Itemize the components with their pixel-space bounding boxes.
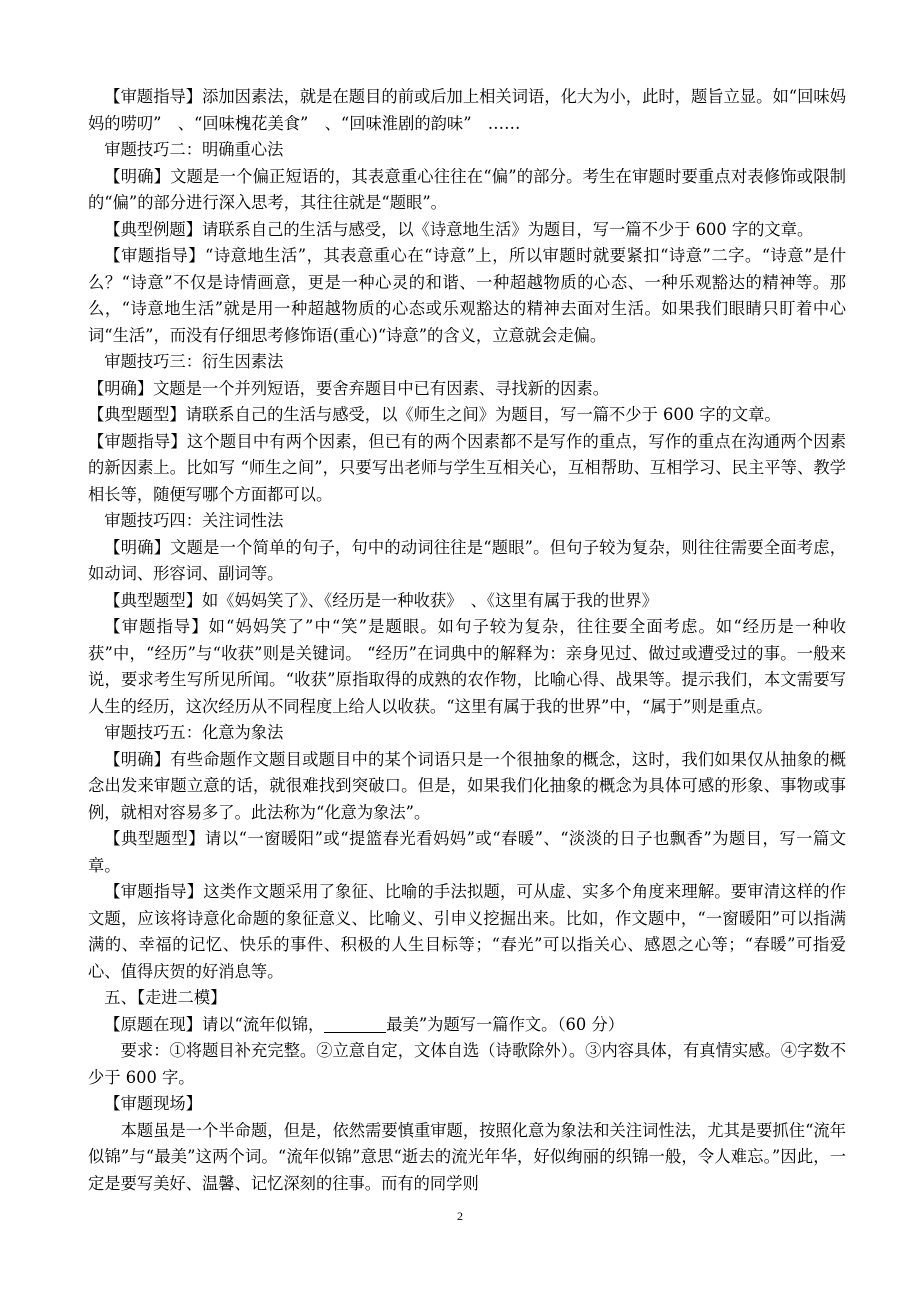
question-prefix: 【原题在现】请以“流年似锦， [104,1014,325,1034]
paragraph: 【审题指导】如“妈妈笑了”中“笑”是题眼。如句子较为复杂，往往要全面考虑。如“经历是一种收获”中，“经历”与“收获”则是关键词。 “经历”在词典中的解释为：亲身见过、做过或遭受过的事。一般来说，要求考生写所见所闻。“收获”原指取得的成熟的农作物，比喻心得、战果等。提示我们，本文需要写人生的经历，这次经历从不同程度上给人以收获。“这里有属于我的世界”中，“属于”则是重点。 [88,617,846,716]
paragraph: 【典型例题】请联系自己的生活与感受，以《诗意地生活》为题目，写一篇不少于 600 字的文章。 [104,219,814,239]
paragraph: 【明确】文题是一个简单的句子，句中的动词往往是“题眼”。但句子较为复杂，则往往需要全面考虑，如动词、形容词、副词等。 [88,537,846,583]
section-heading: 审题技巧三：衍生因素法 [104,352,284,371]
paragraph: 【典型题型】请以“一窗暖阳”或“提篮春光看妈妈”或“春暖”、“淡淡的日子也飘香”为题目，写一篇文章。 [88,829,846,875]
paragraph: 本题虽是一个半命题，但是，依然需要慎重审题，按照化意为象法和关注词性法，尤其是要抓住“流年似锦”与“最美”这两个词。“流年似锦”意思“逝去的流光年华，好似绚丽的织锦一般，令人难忘。”因此，一定是要写美好、温馨、记忆深刻的往事。而有的同学则 [88,1120,846,1193]
paragraph: 【审题指导】这类作文题采用了象征、比喻的手法拟题，可从虚、实多个角度来理解。要审清这样的作文题，应该将诗意化命题的象征意义、比喻义、引申义挖掘出来。比如，作文题中，“一窗暖阳”可以指满满的、幸福的记忆、快乐的事件、积极的人生目标等；“春光”可以指关心、感恩之心等；“春暖”可指爱心、值得庆贺的好消息等。 [88,882,846,981]
section-heading: 审题技巧二：明确重心法 [104,140,284,159]
paragraph: 【明确】有些命题作文题目或题目中的某个词语只是一个很抽象的概念，这时，我们如果仅从抽象的概念出发来审题立意的话，就很难找到突破口。但是，如果我们化抽象的概念为具体可感的形象、事物或事例，就相对容易多了。此法称为“化意为象法”。 [88,749,846,822]
paragraph: 【审题指导】“诗意地生活”，其表意重心在“诗意”上，所以审题时就要紧扣“诗意”二字。“诗意”是什么？“诗意”不仅是诗情画意，更是一种心灵的和谐、一种超越物质的心态、一种乐观豁达的精神等。那么，“诗意地生活”就是用一种超越物质的心态或乐观豁达的精神去面对生活。如果我们眼睛只盯着中心词“生活”，而没有仔细思考修饰语(重心)“诗意”的含义，立意就会走偏。 [88,246,846,345]
page-number: 2 [457,1209,463,1223]
section-heading: 五、【走进二模】 [104,988,227,1007]
fill-in-blank [324,1014,386,1033]
section-heading: 审题技巧四：关注词性法 [104,511,284,530]
paragraph: 【审题指导】添加因素法，就是在题目的前或后加上相关词语，化大为小，此时，题旨立显。如“回味妈妈的唠叨” 、“回味槐花美食” 、“回味淮剧的韵味” …… [88,87,846,133]
paragraph: 【典型题型】请联系自己的生活与感受，以《师生之间》为题目，写一篇不少于 600 字的文章。 [88,405,781,424]
paragraph: 【审题指导】这个题目中有两个因素，但已有的两个因素都不是写作的重点，写作的重点在沟通两个因素的新因素上。比如写 “师生之间”，只要写出老师与学生互相关心，互相帮助、互相学习、民主平等、教学相长等，随便写哪个方面都可以。 [88,431,846,504]
section-heading: 审题技巧五：化意为象法 [104,723,284,742]
question-suffix: 最美”为题写一篇作文。（60 分） [386,1014,625,1034]
section-heading: 【审题现场】 [104,1094,202,1113]
paragraph: 要求：①将题目补充完整。②立意自定，文体自选（诗歌除外）。③内容具体，有真情实感。④字数不少于 600 字。 [88,1041,846,1087]
question-line [88,1012,846,1039]
paragraph: 【明确】文题是一个并列短语，要舍弃题目中已有因素、寻找新的因素。 [88,378,610,398]
document-body [88,84,846,1197]
paragraph: 【典型题型】如《妈妈笑了》、《经历是一种收获》 、《这里有属于我的世界》 [104,590,658,610]
paragraph: 【明确】文题是一个偏正短语的，其表意重心往往在“偏”的部分。考生在审题时要重点对表修饰或限制的“偏”的部分进行深入思考，其往往就是“题眼”。 [88,166,846,212]
